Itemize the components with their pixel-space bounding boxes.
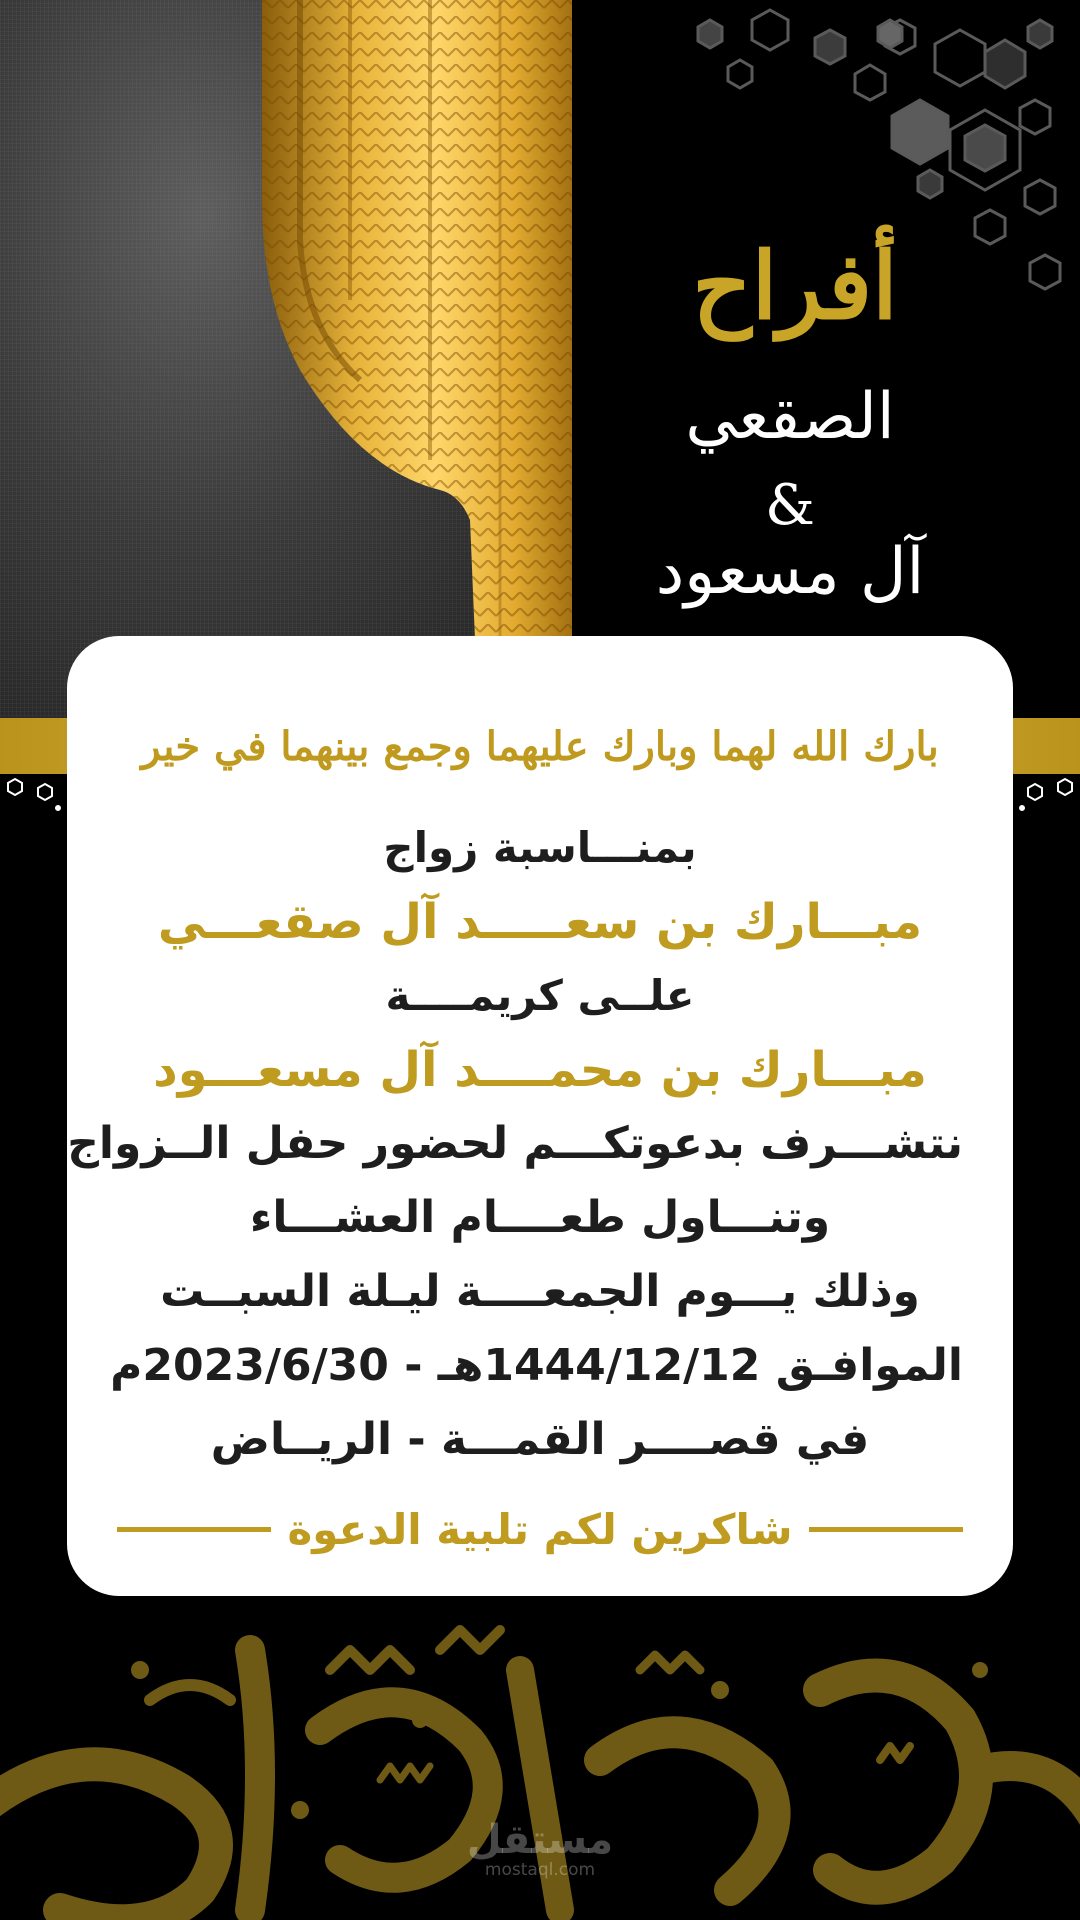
ampersand: &: [765, 473, 815, 538]
watermark-latin: mostaql.com: [484, 1860, 596, 1880]
thanks-text: شاكرين لكم تلبية الدعوة: [287, 1504, 793, 1554]
band-hex-dots-left: [0, 774, 70, 814]
headline-title: أفراح: [692, 232, 898, 340]
thanks-rule-left: [117, 1527, 271, 1532]
blessing-text: بارك الله لهما وبارك عليهما وجمع بينهما في خير: [141, 722, 939, 770]
invite-line-two: وتنـــاول طعــــام العشـــاء: [249, 1192, 831, 1243]
date-line: الموافـق 1444/12/12هـ - 2023/6/30م: [110, 1340, 963, 1391]
occasion-line: بمنـــاسبة زواج: [383, 823, 697, 872]
on-line: علــى كريمــــة: [385, 971, 695, 1020]
venue-line: في قصــــر القمـــة - الريــاض: [210, 1414, 870, 1465]
mostaql-watermark: [440, 1817, 640, 1880]
band-hex-dots-right: [1010, 774, 1080, 814]
watermark-arabic: مستقل: [466, 1817, 614, 1863]
gold-embroidery-trim: [0, 0, 580, 720]
invitation-text-card: [67, 636, 1013, 1596]
groom-name: مبـــارك بن سعـــــد آل صقعـــي: [157, 894, 923, 950]
thanks-rule-right: [809, 1527, 963, 1532]
bride-father-name: مبـــارك بن محمــــد آل مسعـــود: [153, 1042, 927, 1098]
family-name-two: آل مسعود: [655, 535, 925, 609]
day-line: وذلك يـــوم الجمعــــة ليـلة السبــت: [160, 1266, 920, 1317]
invitation-lines: [67, 811, 963, 1477]
thanks-row: [117, 1494, 963, 1564]
invite-line-one: نتشـــرف بدعوتكـــم لحضور حفل الــزواج: [67, 1118, 963, 1169]
family-name-one: الصقعي: [685, 380, 895, 454]
